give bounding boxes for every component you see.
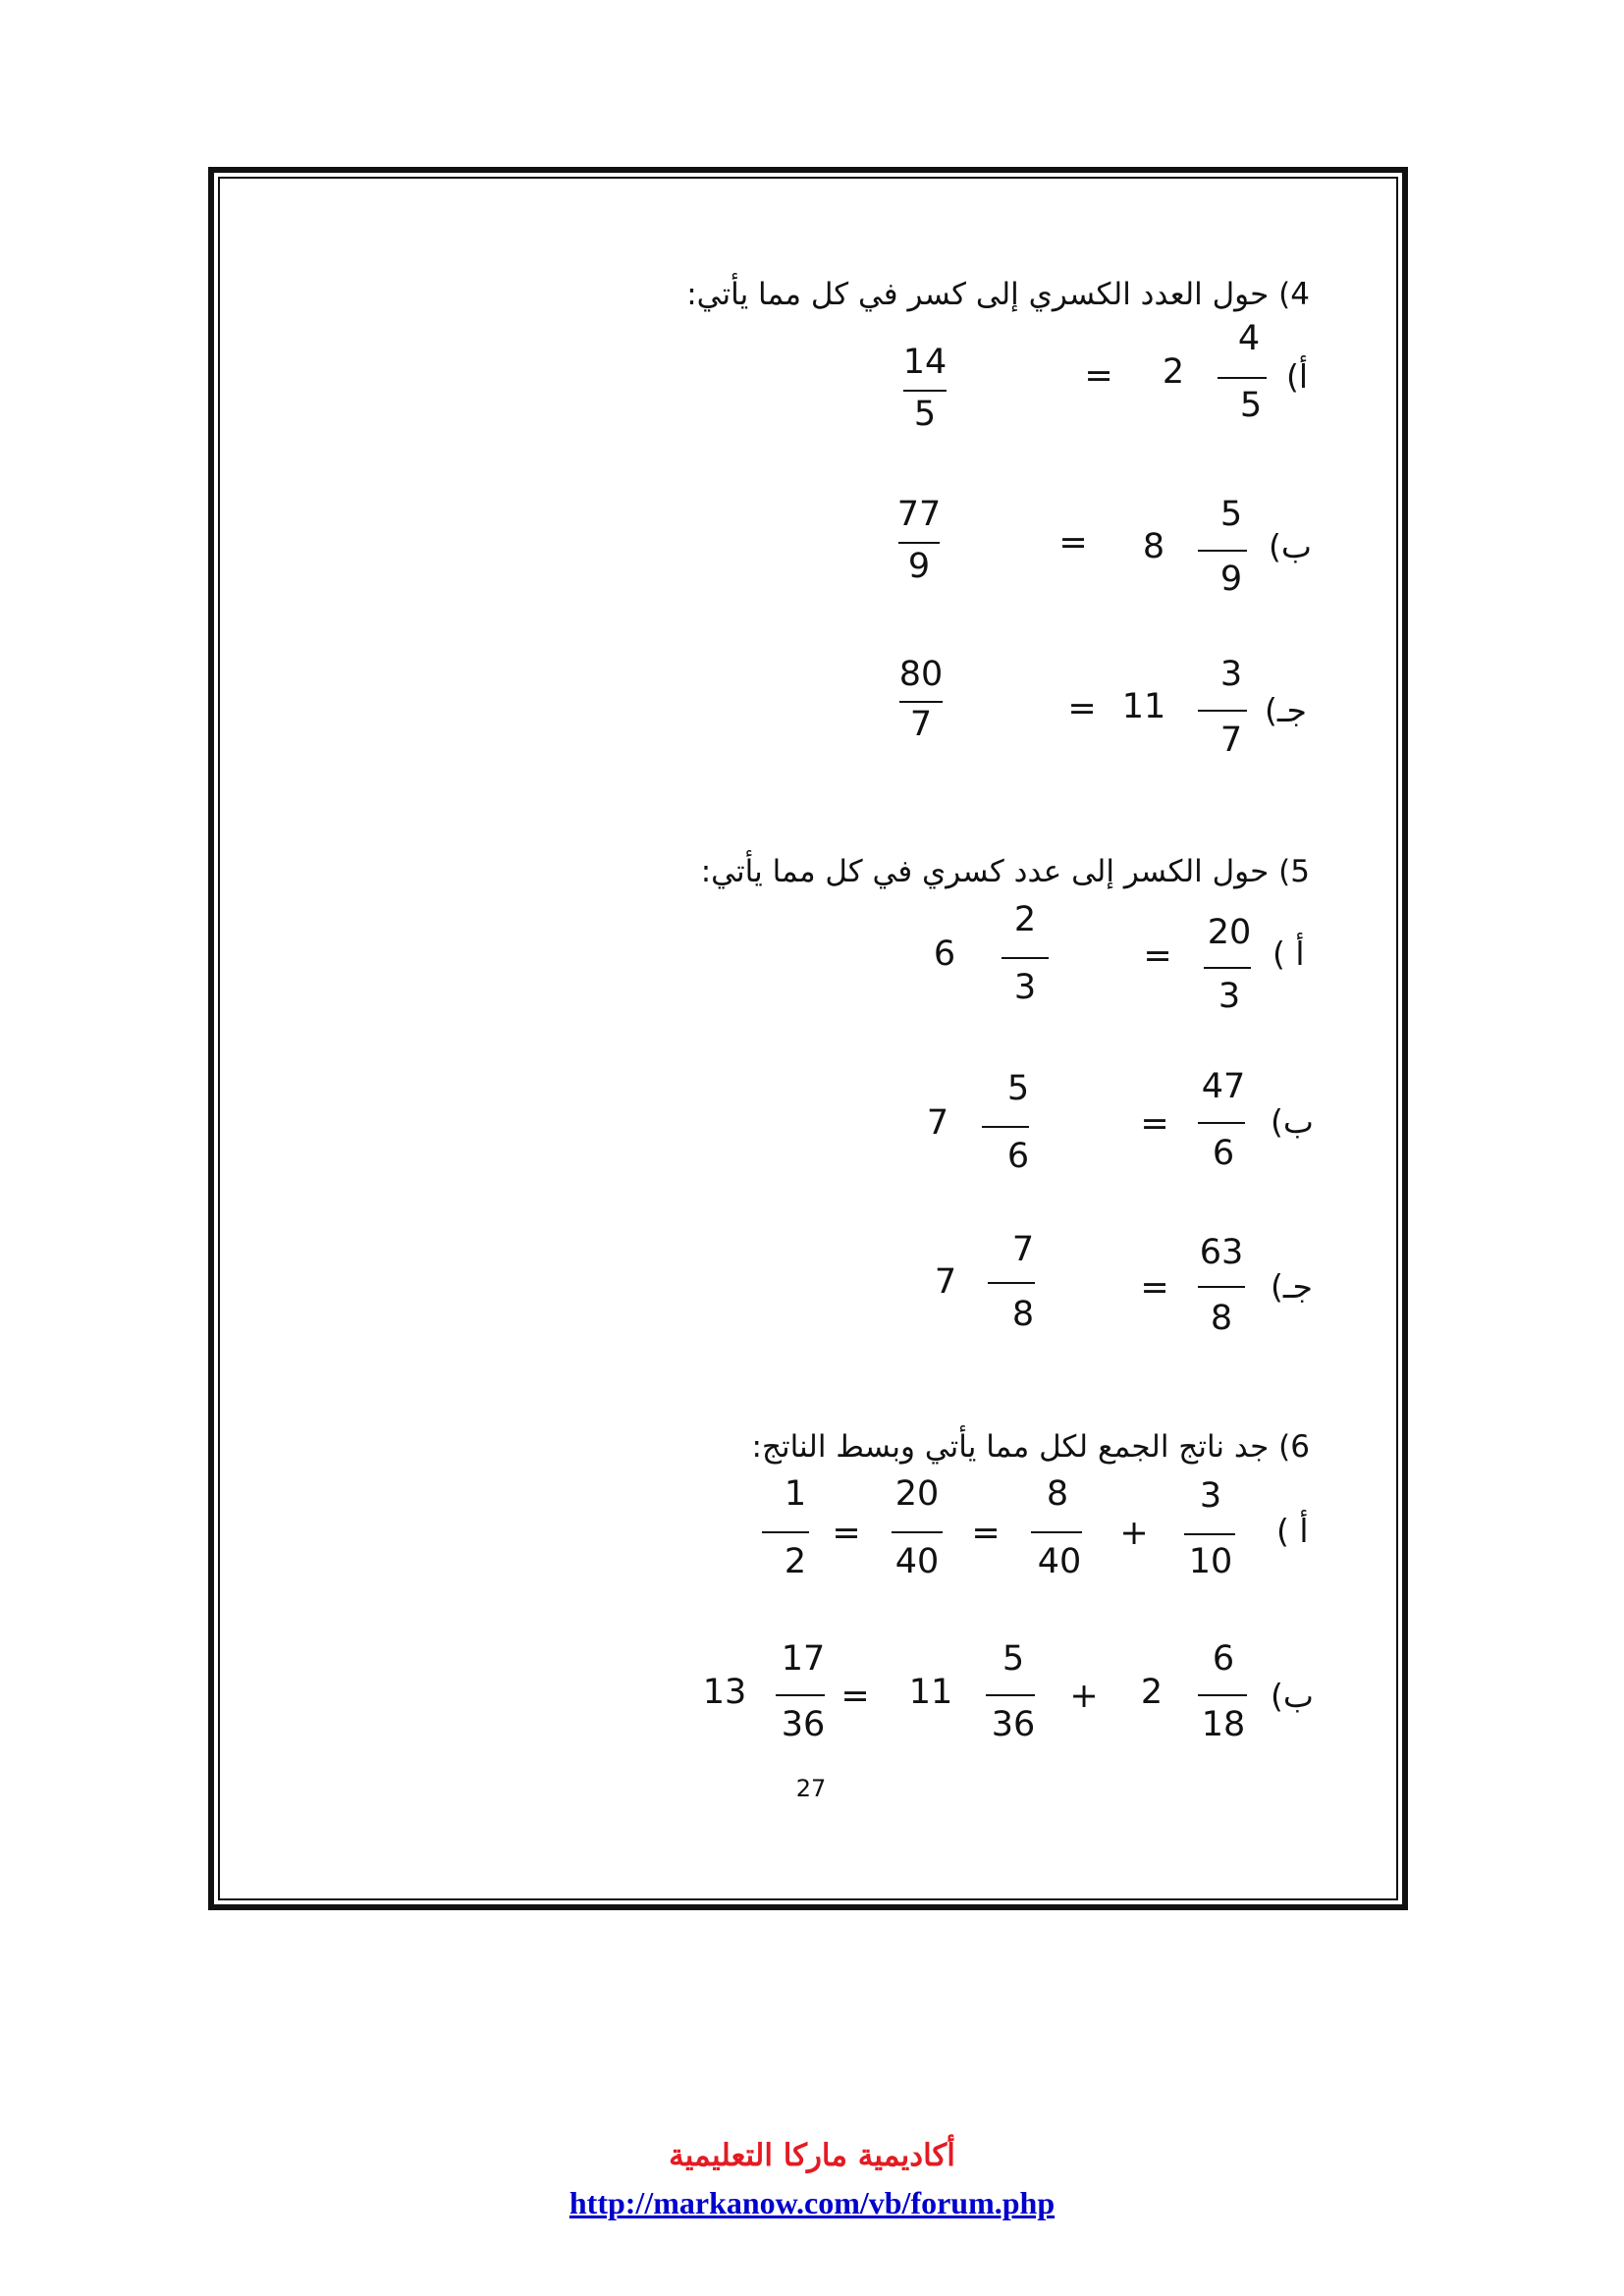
q4-title: 4) حول العدد الكسري إلى كسر في كل مما يأتي: xyxy=(686,277,1310,312)
q5-c-label: جـ) xyxy=(1271,1267,1313,1306)
q4-c-answer-denominator: 7 xyxy=(909,705,933,744)
q5-b-answer-denominator: 6 xyxy=(1006,1137,1030,1176)
q5-a-answer-numerator: 2 xyxy=(1013,900,1037,939)
q4-a-answer-numerator: 14 xyxy=(902,343,947,382)
q5-c-equals: = xyxy=(1140,1268,1169,1308)
q5-b-answer-bar xyxy=(982,1126,1029,1128)
q6-a-f3-numerator: 20 xyxy=(894,1474,940,1514)
q5-c-denominator: 8 xyxy=(1210,1299,1233,1338)
q6-b-equals: = xyxy=(840,1677,870,1716)
q4-a-whole: 2 xyxy=(1162,352,1185,392)
q4-a-numerator: 4 xyxy=(1237,319,1261,358)
q4-c-answer-numerator: 80 xyxy=(898,655,944,694)
q5-c-answer-whole: 7 xyxy=(934,1262,957,1302)
q4-c-equals: = xyxy=(1067,689,1097,728)
q6-b-f3-denominator: 36 xyxy=(781,1705,826,1744)
q5-c-answer-denominator: 8 xyxy=(1011,1295,1035,1334)
q4-a-denominator: 5 xyxy=(1239,386,1263,425)
q6-a-label: أ ) xyxy=(1276,1512,1309,1550)
q6-b-f1-bar xyxy=(1198,1694,1247,1696)
q6-b-f1-numerator: 6 xyxy=(1212,1639,1235,1679)
q4-c-numerator: 3 xyxy=(1219,655,1243,694)
q4-b-numerator: 5 xyxy=(1219,495,1243,534)
q6-b-f2-denominator: 36 xyxy=(991,1705,1036,1744)
q6-a-f3-denominator: 40 xyxy=(894,1542,940,1581)
q4-b-label: ب) xyxy=(1269,527,1312,565)
q4-c-label: جـ) xyxy=(1265,691,1307,729)
q6-b-w2: 11 xyxy=(908,1673,953,1712)
q6-a-f4-bar xyxy=(762,1531,809,1533)
q4-b-answer-numerator: 77 xyxy=(896,495,942,534)
q4-b-whole: 8 xyxy=(1142,527,1165,566)
q6-a-plus: + xyxy=(1119,1514,1149,1553)
q6-a-f4-denominator: 2 xyxy=(784,1542,807,1581)
footer-url-link[interactable]: http://markanow.com/vb/forum.php xyxy=(568,2185,1056,2220)
q6-b-w3: 13 xyxy=(702,1673,747,1712)
q6-a-equals-2: = xyxy=(832,1514,861,1553)
q6-a-f2-numerator: 8 xyxy=(1046,1474,1069,1514)
q5-c-fraction-bar xyxy=(1198,1286,1245,1288)
q5-b-answer-whole: 7 xyxy=(926,1103,949,1143)
q5-b-answer-numerator: 5 xyxy=(1006,1069,1030,1108)
q5-b-numerator: 47 xyxy=(1201,1067,1246,1106)
q5-a-equals: = xyxy=(1143,936,1172,976)
q6-b-f1-denominator: 18 xyxy=(1201,1705,1246,1744)
q4-a-equals: = xyxy=(1084,356,1113,396)
q6-a-f1-numerator: 3 xyxy=(1199,1476,1222,1516)
q5-a-answer-whole: 6 xyxy=(933,934,956,974)
q4-a-answer-bar xyxy=(903,390,947,392)
q6-title: 6) جد ناتج الجمع لكل مما يأتي وبسط الناتج: xyxy=(751,1429,1310,1465)
q5-title: 5) حول الكسر إلى عدد كسري في كل مما يأتي: xyxy=(700,854,1310,889)
q5-a-denominator: 3 xyxy=(1218,977,1241,1016)
q4-b-answer-bar xyxy=(898,542,940,544)
q5-b-denominator: 6 xyxy=(1212,1134,1235,1173)
q6-a-f2-bar xyxy=(1031,1531,1082,1533)
q5-c-answer-bar xyxy=(988,1282,1035,1284)
q6-a-f2-denominator: 40 xyxy=(1037,1542,1082,1581)
q6-a-f1-bar xyxy=(1184,1533,1235,1535)
q5-c-numerator: 63 xyxy=(1199,1233,1244,1272)
q4-c-whole: 11 xyxy=(1121,687,1166,726)
q4-a-label: أ) xyxy=(1286,357,1309,396)
q6-a-f3-bar xyxy=(892,1531,943,1533)
q4-b-equals: = xyxy=(1058,523,1088,562)
q6-b-f2-bar xyxy=(986,1694,1035,1696)
q5-a-fraction-bar xyxy=(1204,967,1251,969)
q5-c-answer-numerator: 7 xyxy=(1011,1230,1035,1269)
q6-b-f3-numerator: 17 xyxy=(781,1639,826,1679)
q4-c-denominator: 7 xyxy=(1219,721,1243,760)
q5-a-answer-denominator: 3 xyxy=(1013,968,1037,1007)
q4-b-answer-denominator: 9 xyxy=(907,547,931,586)
q6-b-f2-numerator: 5 xyxy=(1001,1639,1025,1679)
q4-a-fraction-bar xyxy=(1218,377,1267,379)
footer-title: أكاديمية ماركا التعليمية xyxy=(669,2138,955,2173)
q5-b-equals: = xyxy=(1140,1104,1169,1144)
q4-b-denominator: 9 xyxy=(1219,560,1243,599)
q6-b-w1: 2 xyxy=(1140,1673,1164,1712)
q6-b-plus: + xyxy=(1069,1677,1099,1716)
page-number: 27 xyxy=(795,1775,827,1802)
q6-a-f1-denominator: 10 xyxy=(1188,1542,1233,1581)
q6-b-label: ب) xyxy=(1271,1677,1314,1715)
q4-b-fraction-bar xyxy=(1198,550,1247,552)
q5-b-fraction-bar xyxy=(1198,1122,1245,1124)
q5-b-label: ب) xyxy=(1271,1102,1314,1141)
q6-b-f3-bar xyxy=(776,1694,825,1696)
q5-a-label: أ ) xyxy=(1272,934,1305,973)
q4-a-answer-denominator: 5 xyxy=(913,395,937,434)
q4-c-answer-bar xyxy=(899,701,943,703)
q6-a-f4-numerator: 1 xyxy=(784,1474,807,1514)
q5-a-numerator: 20 xyxy=(1207,913,1252,952)
q5-a-answer-bar xyxy=(1001,957,1049,959)
q4-c-fraction-bar xyxy=(1198,710,1247,712)
q6-a-equals-1: = xyxy=(971,1514,1001,1553)
